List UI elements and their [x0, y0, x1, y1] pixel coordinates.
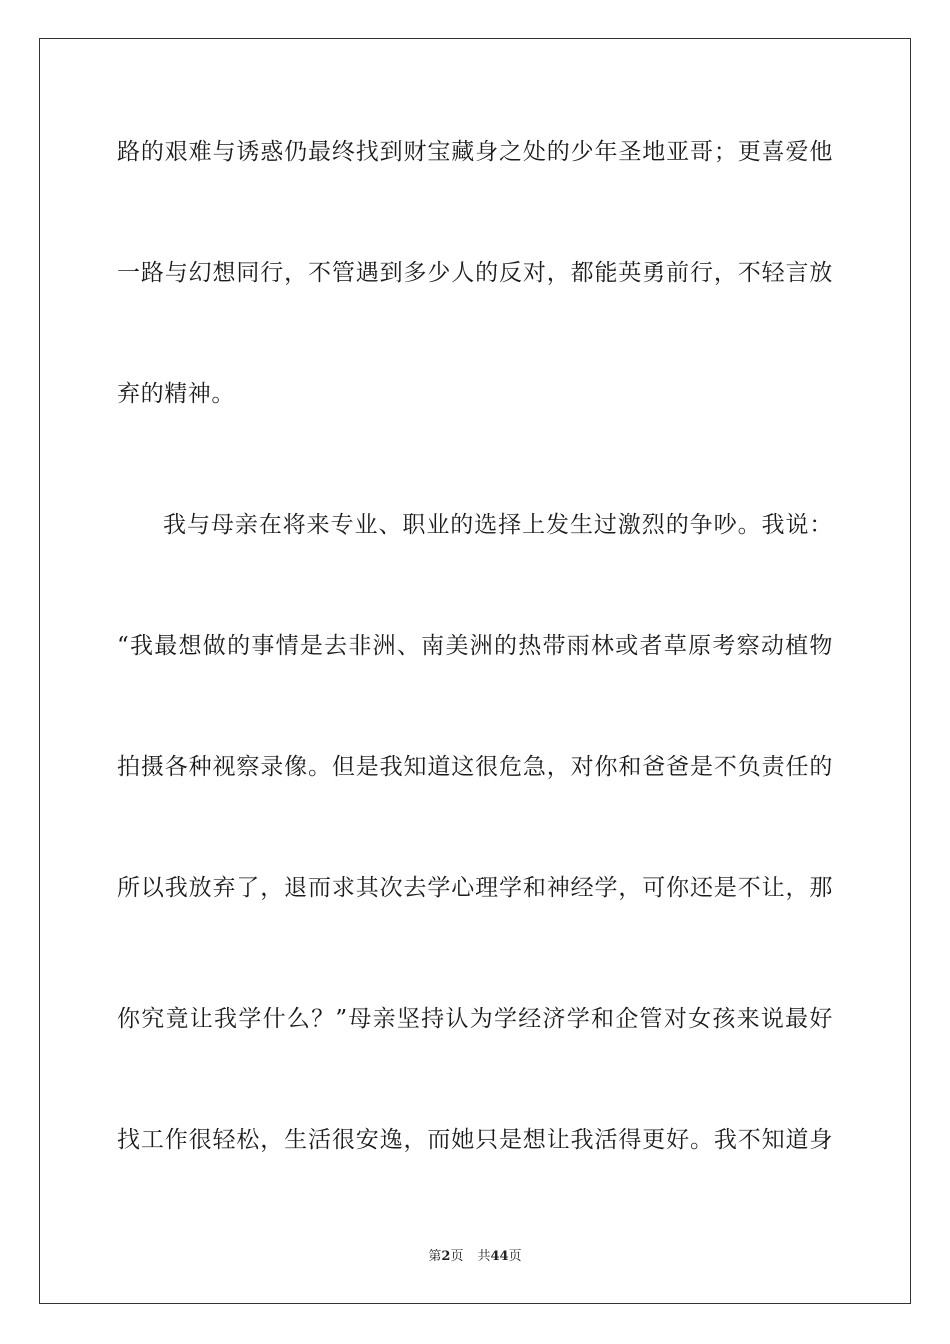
body-text-line-1: 路的艰难与诱惑仍最终找到财宝藏身之处的少年圣地亚哥；更喜爱他: [117, 139, 833, 165]
total-pages: 44: [490, 1249, 509, 1264]
body-text-line-6: 拍摄各种视察录像。但是我知道这很危急，对你和爸爸是不负责任的: [117, 754, 833, 780]
page-border: [39, 38, 911, 1304]
body-text-line-2: 一路与幻想同行，不管遇到多少人的反对，都能英勇前行，不轻言放: [117, 260, 833, 286]
body-text-line-7: 所以我放弃了，退而求其次去学心理学和神经学，可你还是不让，那: [117, 875, 833, 901]
body-text-line-8: 你究竟让我学什么？”母亲坚持认为学经济学和企管对女孩来说最好: [117, 1006, 833, 1032]
body-text-line-3: 弃的精神。: [117, 381, 235, 407]
body-text-line-4: 我与母亲在将来专业、职业的选择上发生过激烈的争吵。我说：: [163, 512, 833, 538]
body-text-line-5: “我最想做的事情是去非洲、南美洲的热带雨林或者草原考察动植物: [117, 633, 833, 659]
page-footer: [0, 1248, 950, 1266]
body-text-line-9: 找工作很轻松，生活很安逸，而她只是想让我活得更好。我不知道身: [117, 1127, 833, 1153]
page-number: 2: [441, 1249, 451, 1264]
page-prefix: 第: [428, 1249, 442, 1264]
total-prefix: 共: [477, 1249, 491, 1264]
page-suffix: 页: [450, 1249, 464, 1264]
total-suffix: 页: [508, 1249, 522, 1264]
